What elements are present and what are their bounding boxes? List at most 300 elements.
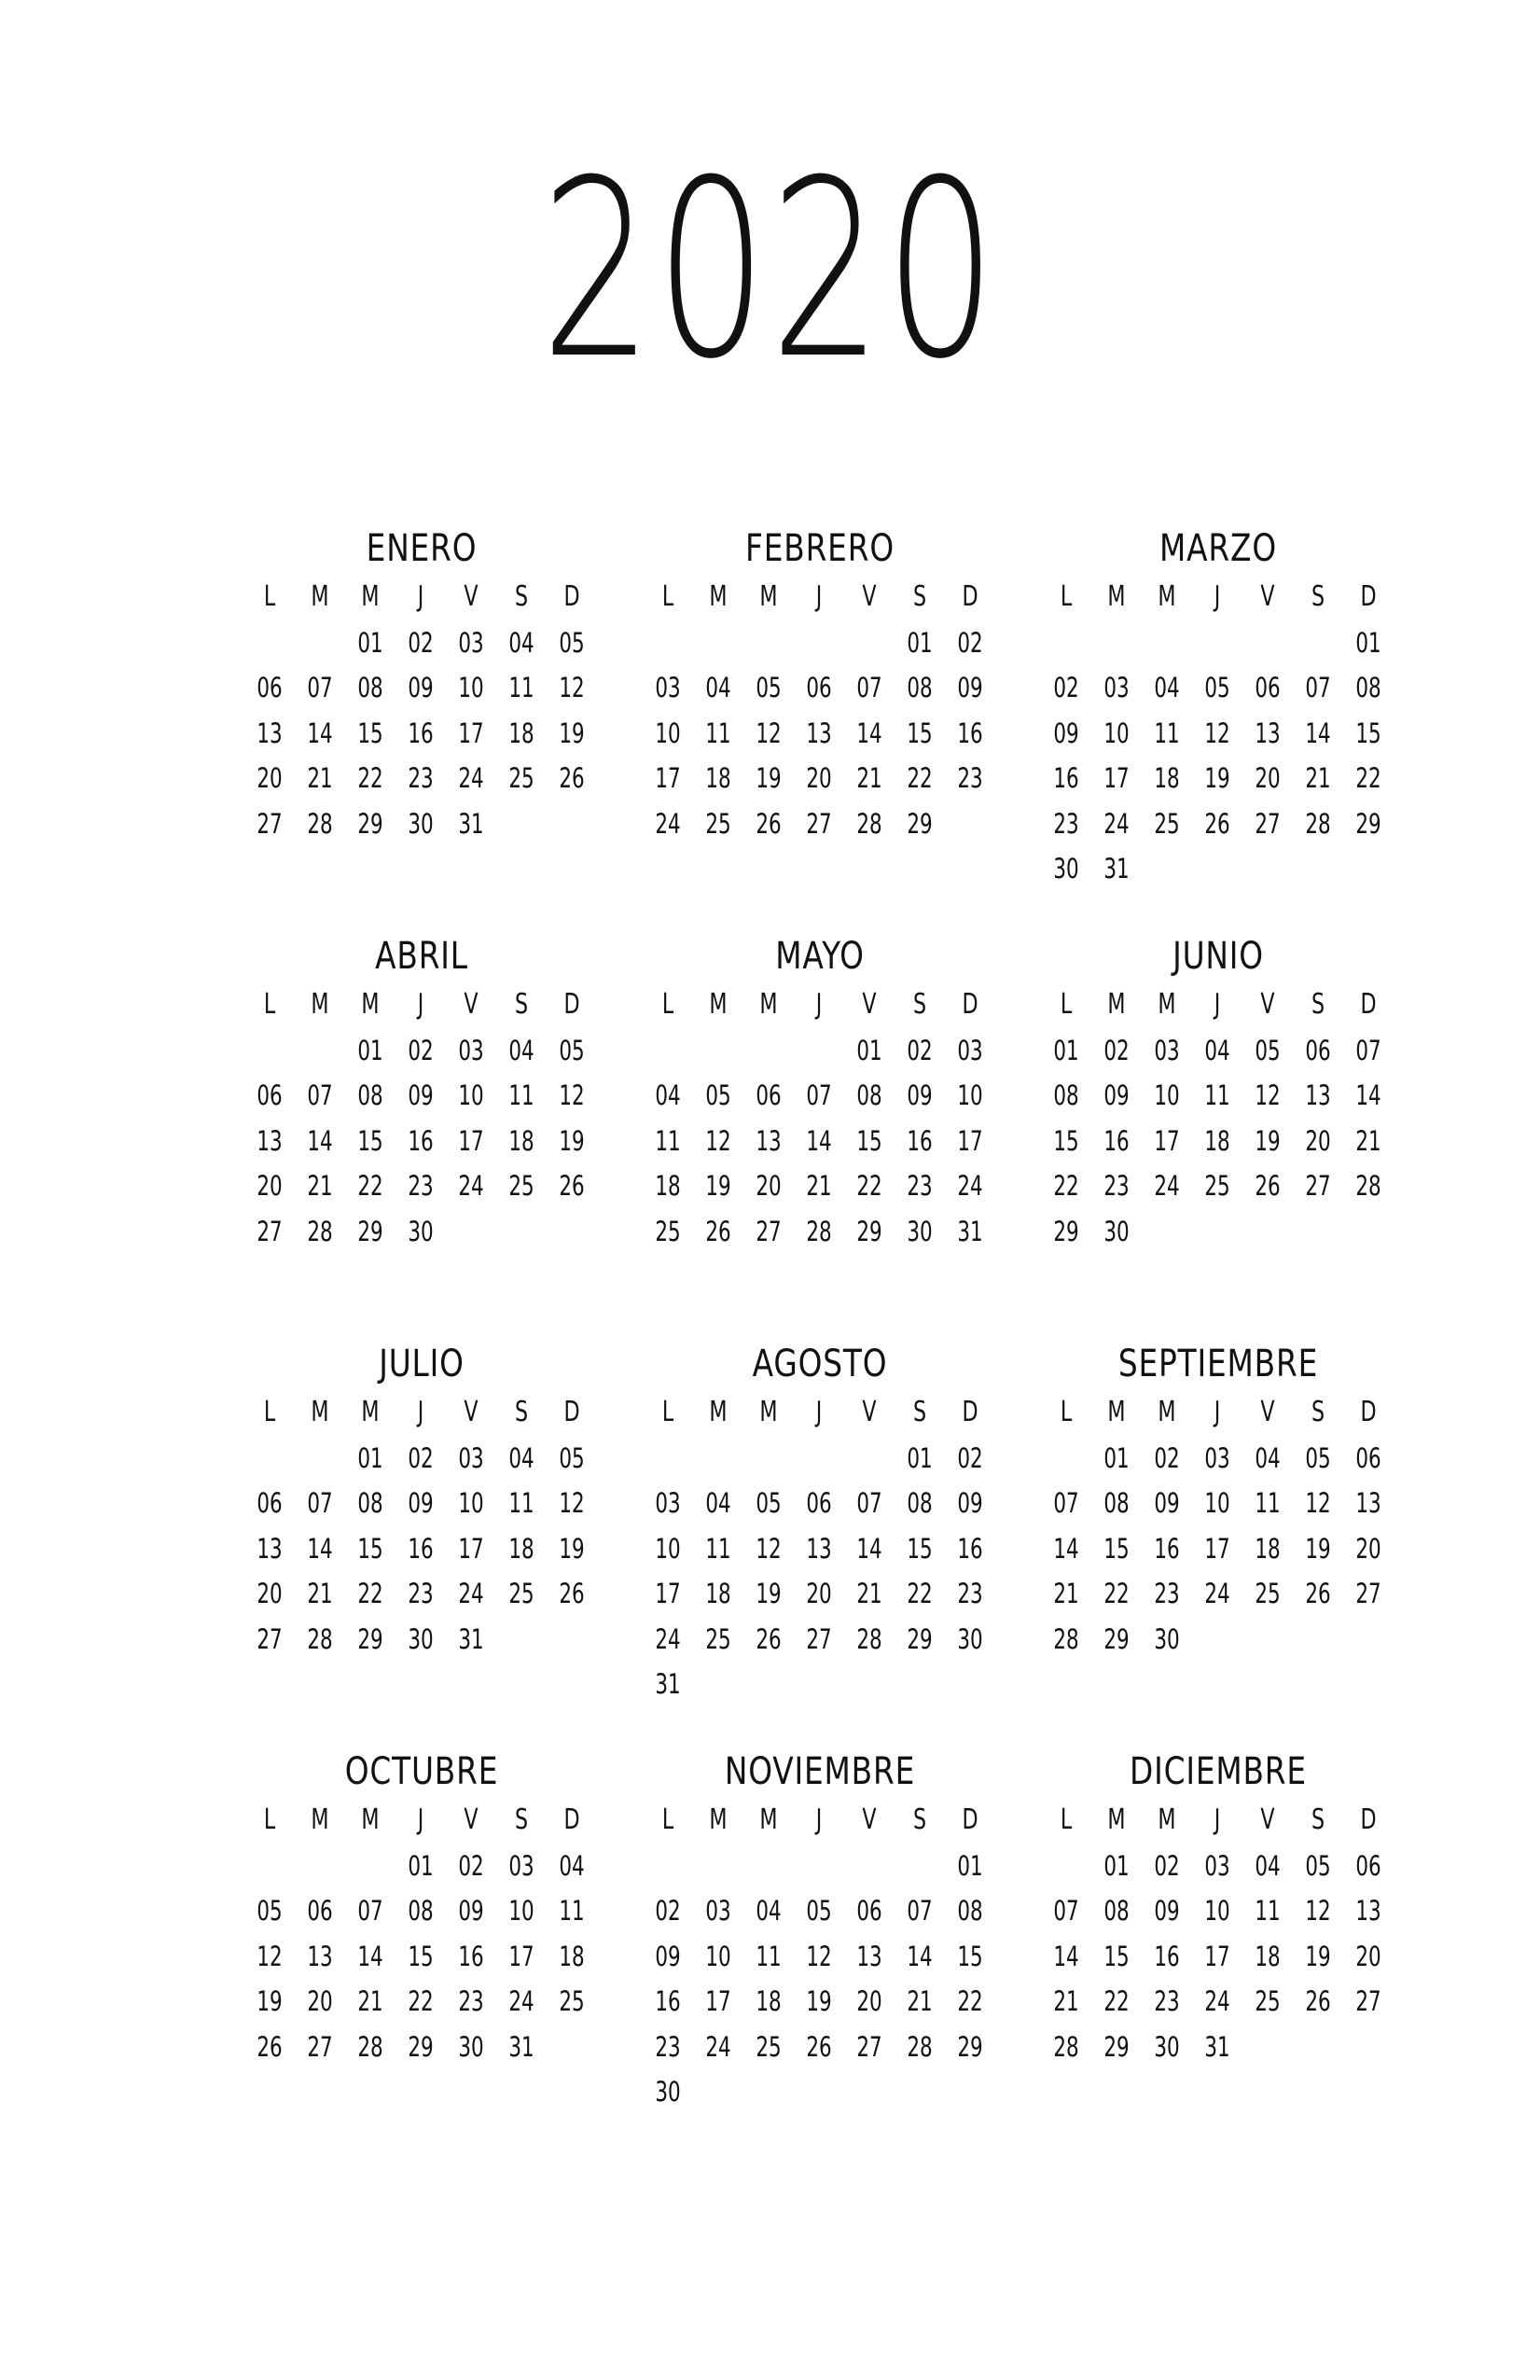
day-cell: 25 bbox=[1255, 1985, 1281, 2017]
day-cell: 17 bbox=[458, 1124, 484, 1157]
day-cell: 15 bbox=[357, 1532, 383, 1565]
weekday-label: M bbox=[759, 580, 778, 613]
day-cell: 17 bbox=[655, 762, 681, 794]
weekday-label: M bbox=[709, 1396, 728, 1428]
day-cell: 29 bbox=[856, 1215, 882, 1247]
day-cell: 06 bbox=[1355, 1849, 1381, 1882]
day-cell: 18 bbox=[559, 1940, 585, 1972]
day-cell: 21 bbox=[1355, 1124, 1381, 1157]
day-cell: 23 bbox=[1053, 807, 1079, 840]
day-cell: 29 bbox=[907, 1622, 933, 1655]
month-name: MAYO bbox=[775, 935, 865, 978]
day-cell: 03 bbox=[1154, 1034, 1180, 1066]
day-cell: 27 bbox=[806, 1622, 832, 1655]
day-cell: 20 bbox=[1355, 1532, 1381, 1565]
month-mayo bbox=[643, 930, 997, 1338]
day-cell: 13 bbox=[806, 1532, 832, 1565]
day-cell: 17 bbox=[1103, 762, 1130, 794]
day-cell: 20 bbox=[257, 762, 283, 794]
day-cell: 01 bbox=[907, 626, 933, 659]
weekday-label: J bbox=[815, 1396, 823, 1428]
day-cell: 29 bbox=[357, 1215, 383, 1247]
weekday-label: D bbox=[1360, 988, 1377, 1021]
day-cell: 25 bbox=[1204, 1170, 1230, 1202]
day-cell: 28 bbox=[307, 1622, 333, 1655]
day-cell: 20 bbox=[1355, 1940, 1381, 1972]
day-cell: 11 bbox=[1204, 1079, 1230, 1111]
month-octubre bbox=[244, 1746, 599, 2153]
day-cell: 06 bbox=[307, 1895, 333, 1927]
day-cell: 10 bbox=[655, 717, 681, 749]
day-cell: 16 bbox=[957, 717, 983, 749]
empty-cell bbox=[1299, 620, 1337, 666]
day-cell: 15 bbox=[408, 1940, 434, 1972]
day-cell: 30 bbox=[408, 1215, 434, 1247]
day-cell: 16 bbox=[1154, 1532, 1180, 1565]
day-cell: 27 bbox=[1355, 1985, 1381, 2017]
day-cell: 16 bbox=[1053, 762, 1079, 794]
empty-cell bbox=[649, 1028, 687, 1074]
day-cell: 22 bbox=[1103, 1985, 1130, 2017]
day-grid bbox=[643, 575, 997, 846]
day-cell: 07 bbox=[307, 1079, 333, 1111]
weekday-label: J bbox=[815, 580, 823, 613]
day-cell: 19 bbox=[1204, 762, 1230, 794]
day-cell: 26 bbox=[1305, 1985, 1331, 2017]
day-cell: 10 bbox=[957, 1079, 983, 1111]
weekday-label: J bbox=[417, 580, 424, 613]
day-cell: 10 bbox=[1204, 1487, 1230, 1519]
empty-cell bbox=[251, 620, 288, 666]
day-cell: 22 bbox=[907, 762, 933, 794]
month-name: NOVIEMBRE bbox=[724, 1750, 916, 1793]
day-cell: 24 bbox=[458, 1578, 484, 1609]
day-cell: 12 bbox=[705, 1124, 731, 1157]
weekday-label: S bbox=[514, 1803, 529, 1836]
weekday-label: S bbox=[912, 988, 927, 1021]
day-cell: 15 bbox=[1355, 717, 1381, 749]
day-cell: 19 bbox=[559, 1532, 585, 1565]
day-cell: 18 bbox=[705, 1578, 731, 1609]
day-cell: 11 bbox=[1255, 1895, 1281, 1927]
weekday-label: M bbox=[1158, 1396, 1176, 1428]
day-cell: 26 bbox=[1255, 1170, 1281, 1202]
day-cell: 02 bbox=[1053, 672, 1079, 703]
empty-cell bbox=[1148, 620, 1186, 666]
day-cell: 10 bbox=[458, 1079, 484, 1111]
month-name: MARZO bbox=[1159, 527, 1277, 570]
month-name: JULIO bbox=[379, 1343, 465, 1385]
weekday-label: M bbox=[709, 988, 728, 1021]
day-cell: 13 bbox=[1255, 717, 1281, 749]
day-cell: 08 bbox=[357, 1079, 383, 1111]
day-cell: 03 bbox=[705, 1895, 731, 1927]
weekday-label: L bbox=[661, 580, 674, 613]
day-cell: 26 bbox=[1305, 1578, 1331, 1609]
month-name: DICIEMBRE bbox=[1130, 1750, 1307, 1793]
month-julio bbox=[244, 1338, 599, 1746]
month-name: SEPTIEMBRE bbox=[1117, 1343, 1319, 1385]
weekday-label: L bbox=[1060, 988, 1073, 1021]
day-cell: 10 bbox=[1204, 1895, 1230, 1927]
month-name: ABRIL bbox=[375, 935, 468, 978]
weekday-label: L bbox=[263, 580, 276, 613]
day-cell: 06 bbox=[1355, 1441, 1381, 1474]
day-cell: 09 bbox=[408, 672, 434, 703]
day-grid bbox=[1041, 575, 1395, 892]
weekday-label: J bbox=[815, 988, 823, 1021]
day-cell: 12 bbox=[559, 672, 585, 703]
day-cell: 17 bbox=[1204, 1940, 1230, 1972]
day-cell: 03 bbox=[458, 1034, 484, 1066]
empty-cell bbox=[700, 1028, 737, 1074]
day-cell: 18 bbox=[1255, 1532, 1281, 1565]
weekday-label: D bbox=[563, 1803, 580, 1836]
day-cell: 18 bbox=[1154, 762, 1180, 794]
day-cell: 20 bbox=[257, 1578, 283, 1609]
day-cell: 17 bbox=[1204, 1532, 1230, 1565]
day-cell: 05 bbox=[1305, 1441, 1331, 1474]
day-cell: 25 bbox=[1154, 807, 1180, 840]
day-cell: 29 bbox=[1355, 807, 1381, 840]
day-cell: 12 bbox=[559, 1079, 585, 1111]
day-cell: 04 bbox=[655, 1079, 681, 1111]
day-cell: 11 bbox=[655, 1124, 681, 1157]
day-cell: 01 bbox=[1355, 626, 1381, 659]
day-cell: 29 bbox=[1103, 2030, 1130, 2063]
day-cell: 10 bbox=[705, 1940, 731, 1972]
day-cell: 22 bbox=[408, 1985, 434, 2017]
day-cell: 27 bbox=[756, 1215, 782, 1247]
day-cell: 30 bbox=[1053, 853, 1079, 884]
day-cell: 08 bbox=[357, 1487, 383, 1519]
day-cell: 01 bbox=[907, 1441, 933, 1474]
day-cell: 02 bbox=[1103, 1034, 1130, 1066]
day-cell: 05 bbox=[756, 1487, 782, 1519]
day-cell: 08 bbox=[907, 672, 933, 703]
weekday-label: D bbox=[563, 988, 580, 1021]
day-cell: 09 bbox=[408, 1079, 434, 1111]
day-cell: 02 bbox=[957, 1441, 983, 1474]
day-cell: 21 bbox=[1053, 1578, 1079, 1609]
day-cell: 01 bbox=[957, 1849, 983, 1882]
day-cell: 20 bbox=[756, 1170, 782, 1202]
weekday-label: S bbox=[912, 1803, 927, 1836]
day-cell: 03 bbox=[655, 1487, 681, 1519]
day-cell: 06 bbox=[806, 1487, 832, 1519]
day-cell: 18 bbox=[705, 762, 731, 794]
day-cell: 04 bbox=[705, 672, 731, 703]
day-cell: 09 bbox=[1154, 1895, 1180, 1927]
weekday-label: D bbox=[962, 1396, 978, 1428]
day-grid bbox=[643, 982, 997, 1254]
day-cell: 23 bbox=[957, 1578, 983, 1609]
day-cell: 08 bbox=[357, 672, 383, 703]
day-cell: 19 bbox=[705, 1170, 731, 1202]
day-cell: 07 bbox=[1355, 1034, 1381, 1066]
day-cell: 17 bbox=[705, 1985, 731, 2017]
weekday-label: L bbox=[661, 1396, 674, 1428]
day-cell: 28 bbox=[307, 1215, 333, 1247]
day-cell: 22 bbox=[357, 1578, 383, 1609]
day-cell: 24 bbox=[1204, 1578, 1230, 1609]
day-cell: 10 bbox=[458, 672, 484, 703]
day-cell: 13 bbox=[257, 717, 283, 749]
day-cell: 22 bbox=[856, 1170, 882, 1202]
weekday-label: M bbox=[361, 988, 380, 1021]
weekday-label: M bbox=[361, 1396, 380, 1428]
day-cell: 11 bbox=[705, 717, 731, 749]
day-cell: 03 bbox=[1204, 1849, 1230, 1882]
day-cell: 13 bbox=[856, 1940, 882, 1972]
day-cell: 28 bbox=[806, 1215, 832, 1247]
day-cell: 20 bbox=[257, 1170, 283, 1202]
day-cell: 21 bbox=[1053, 1985, 1079, 2017]
day-cell: 27 bbox=[856, 2030, 882, 2063]
empty-cell bbox=[1199, 620, 1236, 666]
month-name: JUNIO bbox=[1172, 935, 1264, 978]
empty-cell bbox=[1047, 1844, 1085, 1889]
day-cell: 15 bbox=[1103, 1532, 1130, 1565]
day-cell: 31 bbox=[1204, 2030, 1230, 2063]
day-cell: 28 bbox=[1053, 1622, 1079, 1655]
day-cell: 21 bbox=[856, 1578, 882, 1609]
day-cell: 12 bbox=[1305, 1895, 1331, 1927]
weekday-label: M bbox=[311, 580, 329, 613]
empty-cell bbox=[851, 620, 888, 666]
day-cell: 11 bbox=[1255, 1487, 1281, 1519]
day-cell: 16 bbox=[1103, 1124, 1130, 1157]
day-cell: 05 bbox=[705, 1079, 731, 1111]
empty-cell bbox=[750, 620, 787, 666]
weekday-label: D bbox=[962, 1803, 978, 1836]
day-cell: 01 bbox=[357, 1034, 383, 1066]
day-cell: 22 bbox=[907, 1578, 933, 1609]
empty-cell bbox=[800, 620, 838, 666]
empty-cell bbox=[301, 1844, 339, 1889]
day-cell: 08 bbox=[1355, 672, 1381, 703]
day-cell: 31 bbox=[1103, 853, 1130, 884]
day-cell: 11 bbox=[705, 1532, 731, 1565]
weekday-label: J bbox=[417, 1396, 424, 1428]
day-cell: 23 bbox=[1154, 1985, 1180, 2017]
day-cell: 04 bbox=[756, 1895, 782, 1927]
empty-cell bbox=[301, 1028, 339, 1074]
day-cell: 21 bbox=[907, 1985, 933, 2017]
day-cell: 15 bbox=[357, 717, 383, 749]
weekday-label: V bbox=[862, 580, 877, 613]
day-cell: 19 bbox=[257, 1985, 283, 2017]
day-cell: 06 bbox=[257, 1487, 283, 1519]
day-cell: 31 bbox=[655, 1668, 681, 1700]
day-cell: 23 bbox=[1154, 1578, 1180, 1609]
day-cell: 02 bbox=[655, 1895, 681, 1927]
empty-cell bbox=[700, 1844, 737, 1889]
day-cell: 28 bbox=[856, 1622, 882, 1655]
month-junio bbox=[1041, 930, 1395, 1338]
day-cell: 14 bbox=[806, 1124, 832, 1157]
day-cell: 20 bbox=[307, 1985, 333, 2017]
day-cell: 28 bbox=[856, 807, 882, 840]
day-cell: 05 bbox=[756, 672, 782, 703]
month-abril bbox=[244, 930, 599, 1338]
day-cell: 11 bbox=[1154, 717, 1180, 749]
day-cell: 12 bbox=[1255, 1079, 1281, 1111]
day-cell: 17 bbox=[655, 1578, 681, 1609]
day-cell: 26 bbox=[756, 807, 782, 840]
day-cell: 10 bbox=[1103, 717, 1130, 749]
day-cell: 05 bbox=[559, 1441, 585, 1474]
empty-cell bbox=[851, 1844, 888, 1889]
weekday-label: S bbox=[1311, 1803, 1325, 1836]
day-cell: 21 bbox=[806, 1170, 832, 1202]
day-cell: 05 bbox=[1305, 1849, 1331, 1882]
day-cell: 26 bbox=[559, 1578, 585, 1609]
day-cell: 04 bbox=[508, 626, 534, 659]
weekday-label: D bbox=[563, 580, 580, 613]
weekday-label: J bbox=[1214, 1803, 1221, 1836]
empty-cell bbox=[800, 1436, 838, 1482]
month-agosto bbox=[643, 1338, 997, 1746]
day-cell: 27 bbox=[1355, 1578, 1381, 1609]
day-cell: 19 bbox=[756, 1578, 782, 1609]
day-cell: 07 bbox=[907, 1895, 933, 1927]
weekday-label: S bbox=[1311, 988, 1325, 1021]
day-cell: 30 bbox=[1103, 1215, 1130, 1247]
weekday-label: V bbox=[464, 580, 479, 613]
weekday-label: J bbox=[815, 1803, 823, 1836]
day-cell: 15 bbox=[957, 1940, 983, 1972]
day-cell: 23 bbox=[655, 2030, 681, 2063]
weekday-label: M bbox=[759, 1803, 778, 1836]
day-cell: 28 bbox=[307, 807, 333, 840]
weekday-label: V bbox=[464, 1803, 479, 1836]
day-cell: 25 bbox=[508, 1170, 534, 1202]
day-cell: 06 bbox=[856, 1895, 882, 1927]
day-cell: 20 bbox=[856, 1985, 882, 2017]
day-cell: 30 bbox=[655, 2076, 681, 2108]
day-cell: 05 bbox=[1204, 672, 1230, 703]
day-cell: 23 bbox=[957, 762, 983, 794]
day-cell: 13 bbox=[307, 1940, 333, 1972]
day-cell: 24 bbox=[1154, 1170, 1180, 1202]
weekday-label: V bbox=[1260, 1803, 1275, 1836]
day-cell: 24 bbox=[458, 1170, 484, 1202]
empty-cell bbox=[1098, 620, 1135, 666]
day-cell: 26 bbox=[1204, 807, 1230, 840]
day-grid bbox=[244, 575, 599, 846]
day-cell: 22 bbox=[357, 1170, 383, 1202]
month-enero bbox=[244, 522, 599, 930]
day-cell: 27 bbox=[257, 807, 283, 840]
day-cell: 08 bbox=[907, 1487, 933, 1519]
weekday-label: D bbox=[962, 580, 978, 613]
day-cell: 14 bbox=[307, 1124, 333, 1157]
day-cell: 18 bbox=[1255, 1940, 1281, 1972]
day-cell: 01 bbox=[357, 626, 383, 659]
day-cell: 12 bbox=[1305, 1487, 1331, 1519]
day-cell: 09 bbox=[1103, 1079, 1130, 1111]
day-grid bbox=[244, 982, 599, 1254]
day-cell: 05 bbox=[559, 626, 585, 659]
day-cell: 02 bbox=[408, 626, 434, 659]
day-cell: 25 bbox=[756, 2030, 782, 2063]
day-cell: 05 bbox=[806, 1895, 832, 1927]
day-grid bbox=[1041, 1390, 1395, 1662]
day-cell: 28 bbox=[1355, 1170, 1381, 1202]
day-cell: 08 bbox=[856, 1079, 882, 1111]
month-septiembre bbox=[1041, 1338, 1395, 1746]
day-cell: 23 bbox=[458, 1985, 484, 2017]
weekday-label: M bbox=[1158, 580, 1176, 613]
day-cell: 15 bbox=[1053, 1124, 1079, 1157]
day-cell: 22 bbox=[1355, 762, 1381, 794]
day-cell: 30 bbox=[907, 1215, 933, 1247]
day-cell: 26 bbox=[756, 1622, 782, 1655]
day-cell: 18 bbox=[508, 1124, 534, 1157]
day-cell: 15 bbox=[907, 717, 933, 749]
day-cell: 04 bbox=[559, 1849, 585, 1882]
day-cell: 18 bbox=[756, 1985, 782, 2017]
day-cell: 01 bbox=[1103, 1849, 1130, 1882]
day-grid bbox=[1041, 1798, 1395, 2069]
day-cell: 01 bbox=[357, 1441, 383, 1474]
day-cell: 06 bbox=[1305, 1034, 1331, 1066]
day-cell: 15 bbox=[907, 1532, 933, 1565]
day-cell: 24 bbox=[655, 807, 681, 840]
weekday-label: L bbox=[661, 1803, 674, 1836]
day-cell: 12 bbox=[756, 1532, 782, 1565]
day-cell: 20 bbox=[806, 762, 832, 794]
day-cell: 24 bbox=[1103, 807, 1130, 840]
empty-cell bbox=[750, 1028, 787, 1074]
day-cell: 10 bbox=[1154, 1079, 1180, 1111]
day-cell: 14 bbox=[856, 1532, 882, 1565]
day-cell: 21 bbox=[856, 762, 882, 794]
day-cell: 01 bbox=[856, 1034, 882, 1066]
day-cell: 16 bbox=[408, 1124, 434, 1157]
day-cell: 03 bbox=[655, 672, 681, 703]
day-cell: 18 bbox=[655, 1170, 681, 1202]
empty-cell bbox=[800, 1028, 838, 1074]
weekday-label: M bbox=[311, 988, 329, 1021]
day-cell: 23 bbox=[408, 762, 434, 794]
day-cell: 30 bbox=[458, 2030, 484, 2063]
weekday-label: S bbox=[912, 1396, 927, 1428]
weekday-label: S bbox=[912, 580, 927, 613]
weekday-label: V bbox=[1260, 580, 1275, 613]
day-cell: 13 bbox=[806, 717, 832, 749]
month-name: FEBRERO bbox=[745, 527, 895, 570]
day-cell: 09 bbox=[907, 1079, 933, 1111]
weekday-label: V bbox=[862, 1803, 877, 1836]
day-cell: 02 bbox=[408, 1034, 434, 1066]
day-cell: 26 bbox=[806, 2030, 832, 2063]
weekday-label: M bbox=[1107, 580, 1126, 613]
day-cell: 09 bbox=[957, 1487, 983, 1519]
weekday-label: D bbox=[1360, 1396, 1377, 1428]
day-cell: 29 bbox=[1103, 1622, 1130, 1655]
day-cell: 27 bbox=[257, 1622, 283, 1655]
day-cell: 28 bbox=[357, 2030, 383, 2063]
day-cell: 11 bbox=[508, 1487, 534, 1519]
day-cell: 29 bbox=[357, 807, 383, 840]
day-cell: 04 bbox=[705, 1487, 731, 1519]
day-cell: 26 bbox=[559, 762, 585, 794]
day-cell: 13 bbox=[1305, 1079, 1331, 1111]
day-cell: 02 bbox=[408, 1441, 434, 1474]
empty-cell bbox=[251, 1436, 288, 1482]
